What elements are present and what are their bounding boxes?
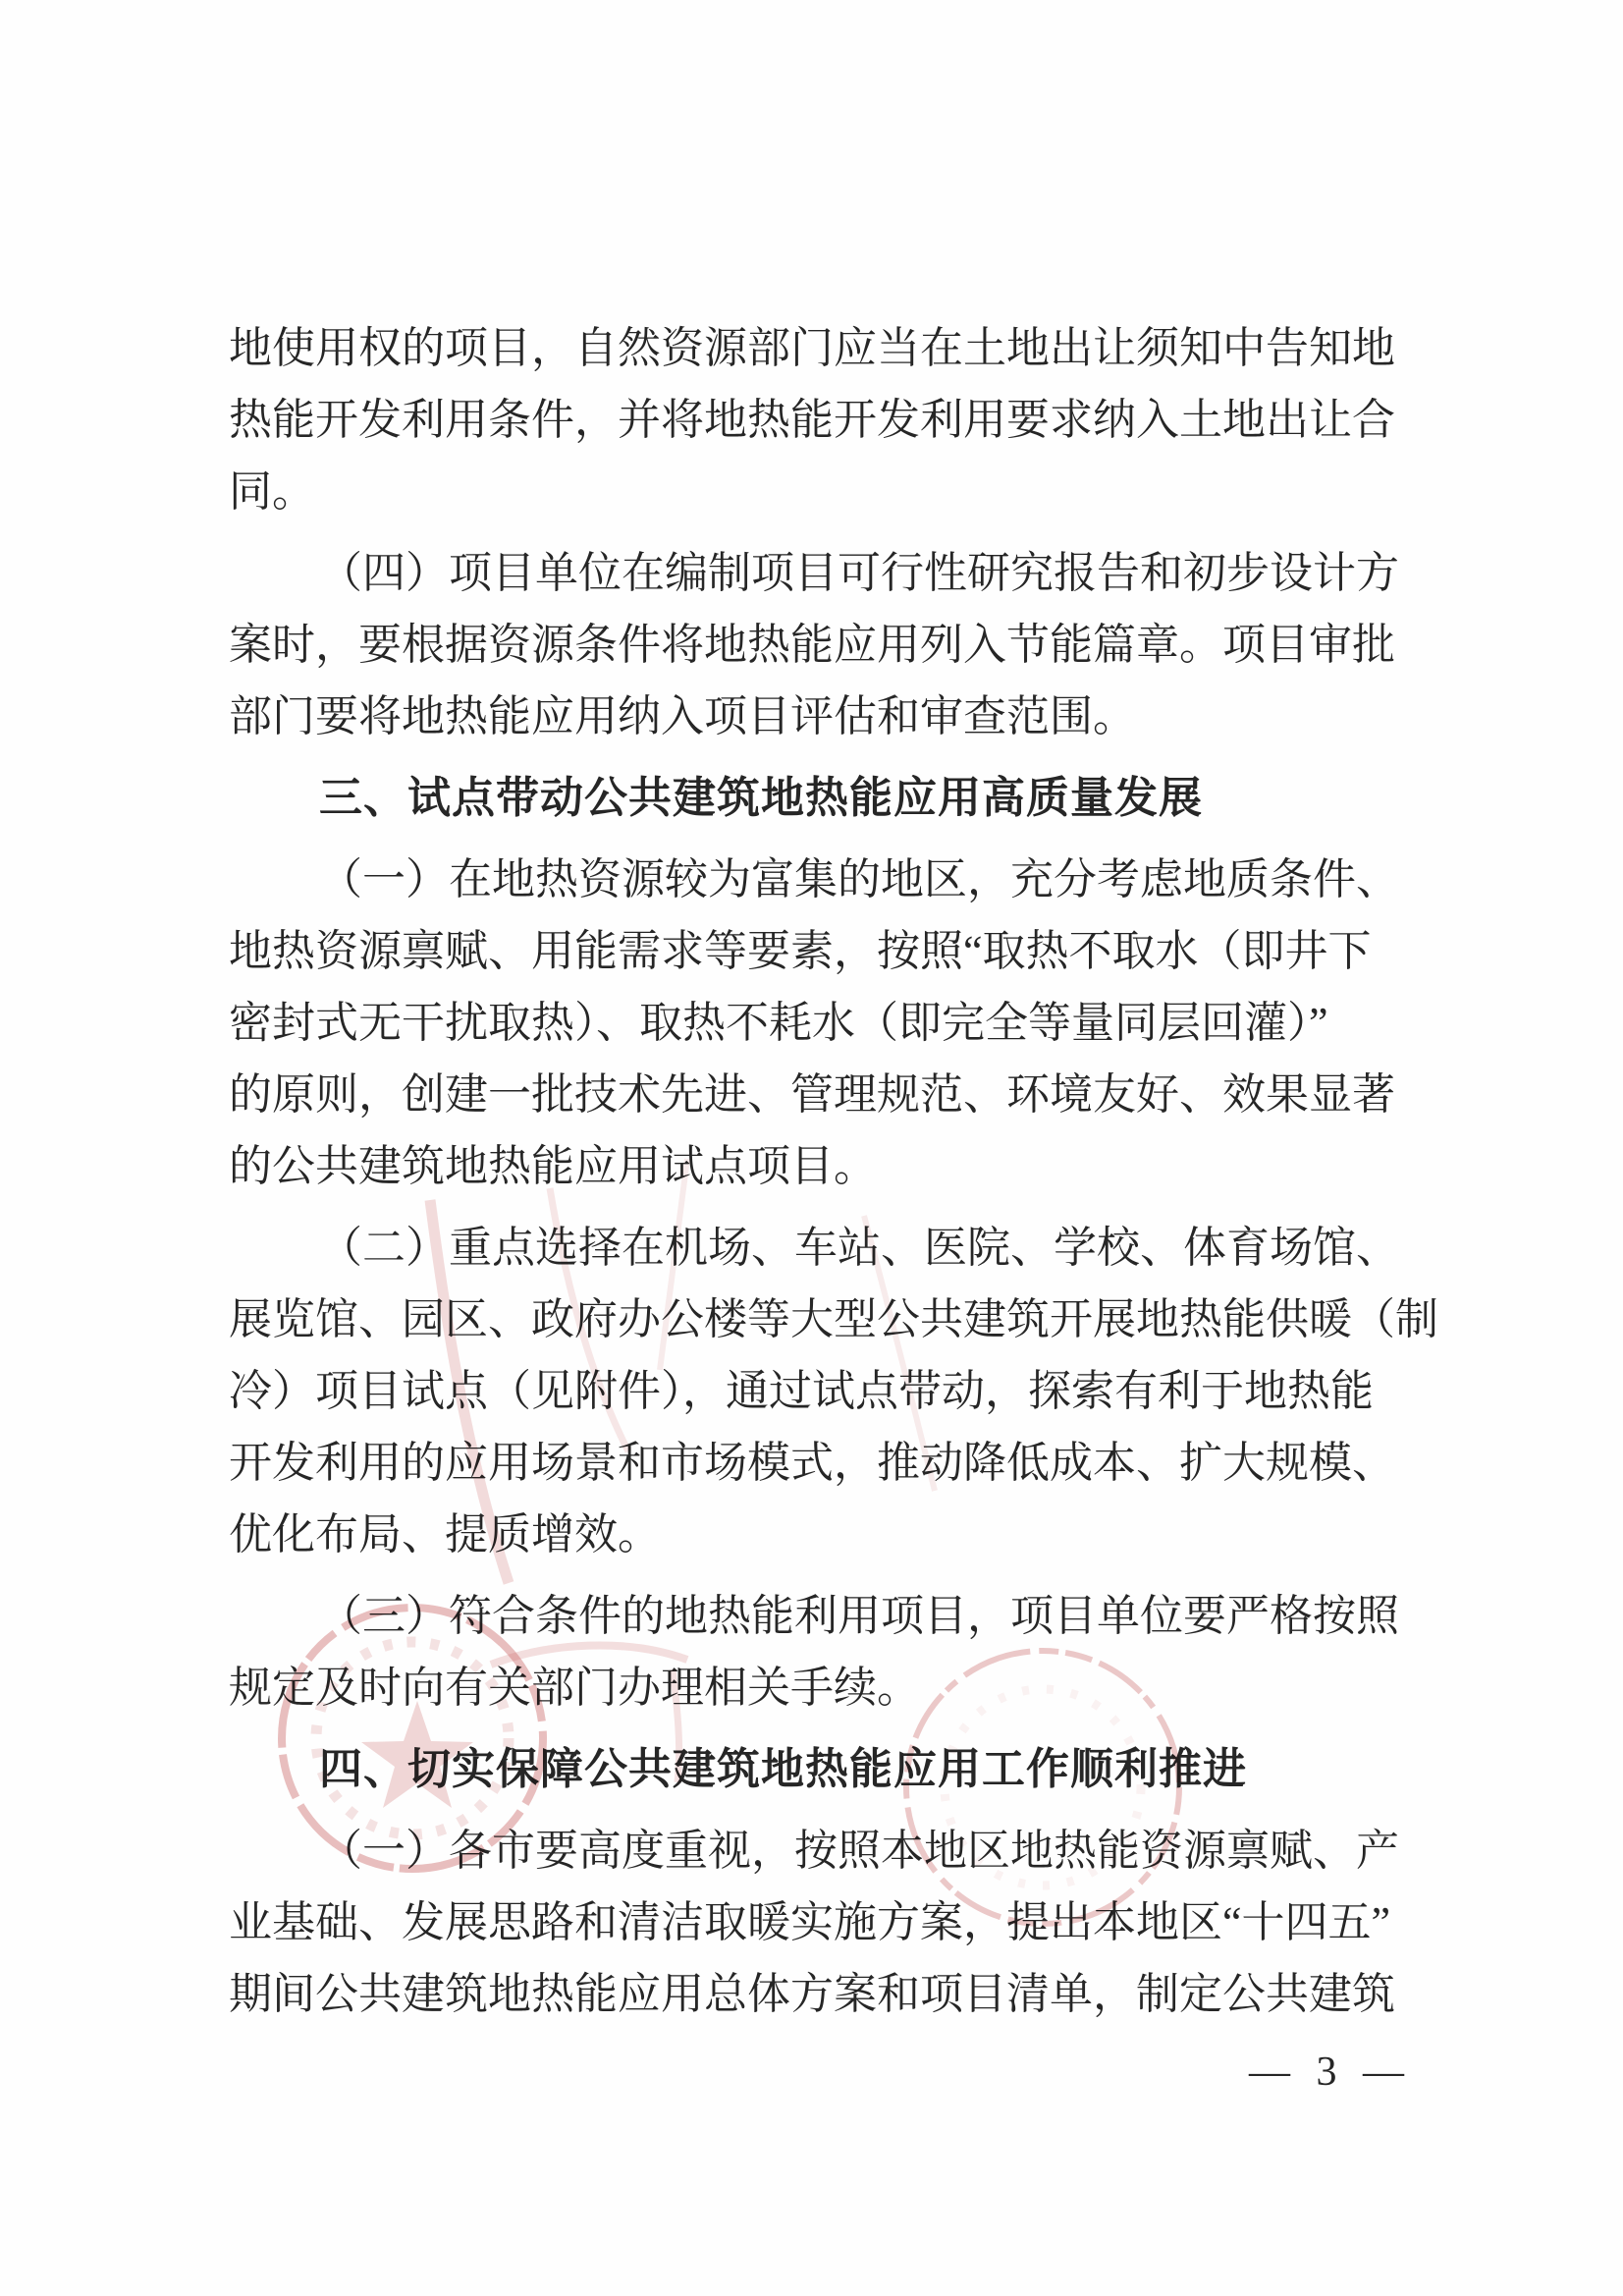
text-line: （四）项目单位在编制项目可行性研究报告和初步设计方 (319, 549, 1399, 597)
text-line: 案时，要根据资源条件将地热能应用列入节能篇章。项目审批 (229, 621, 1395, 669)
text-line: 优化布局、提质增效。 (229, 1510, 661, 1558)
text-line: 的原则，创建一批技术先进、管理规范、环境友好、效果显著 (229, 1070, 1395, 1119)
paragraph (229, 1580, 1422, 1723)
paragraph (229, 312, 1422, 527)
text-line: 开发利用的应用场景和市场模式，推动降低成本、扩大规模、 (229, 1439, 1395, 1487)
text-line: 业基础、发展思路和清洁取暖实施方案，提出本地区“十四五” (229, 1898, 1391, 1946)
text-line: （一）各市要高度重视，按照本地区地热能资源禀赋、产 (319, 1827, 1399, 1875)
page-number: — 3 — (1249, 2050, 1412, 2095)
text-line: 三、试点带动公共建筑地热能应用高质量发展 (319, 774, 1203, 822)
paragraph (229, 844, 1422, 1202)
text-line: 规定及时向有关部门办理相关手续。 (229, 1664, 920, 1712)
paragraph (229, 537, 1422, 752)
document-body (229, 312, 1438, 2040)
text-line: 热能开发利用条件，并将地热能开发利用要求纳入土地出让合 (229, 396, 1395, 444)
paragraph (229, 1212, 1438, 1570)
text-line: 地热资源禀赋、用能需求等要素，按照“取热不取水（即井下 (229, 927, 1372, 975)
text-line: 冷）项目试点（见附件），通过试点带动，探索有利于地热能 (229, 1367, 1374, 1415)
text-line: 期间公共建筑地热能应用总体方案和项目清单，制定公共建筑 (229, 1970, 1395, 2018)
text-line: 部门要将地热能应用纳入项目评估和审查范围。 (229, 692, 1136, 740)
text-line: （三）符合条件的地热能利用项目，项目单位要严格按照 (319, 1592, 1399, 1640)
text-line: 的公共建筑地热能应用试点项目。 (229, 1142, 877, 1190)
text-line: 四、切实保障公共建筑地热能应用工作顺利推进 (319, 1745, 1247, 1793)
text-line: 展览馆、园区、政府办公楼等大型公共建筑开展地热能供暖（制 (229, 1295, 1438, 1343)
section-heading (229, 1733, 1422, 1805)
text-line: 同。 (229, 467, 315, 516)
section-heading (229, 762, 1422, 834)
text-line: （一）在地热资源较为富集的地区，充分考虑地质条件、 (319, 855, 1399, 903)
text-line: 密封式无干扰取热）、取热不耗水（即完全等量同层回灌）” (229, 999, 1328, 1047)
text-line: 地使用权的项目，自然资源部门应当在土地出让须知中告知地 (229, 324, 1395, 372)
text-line: （二）重点选择在机场、车站、医院、学校、体育场馆、 (319, 1224, 1399, 1272)
paragraph (229, 1815, 1422, 2030)
